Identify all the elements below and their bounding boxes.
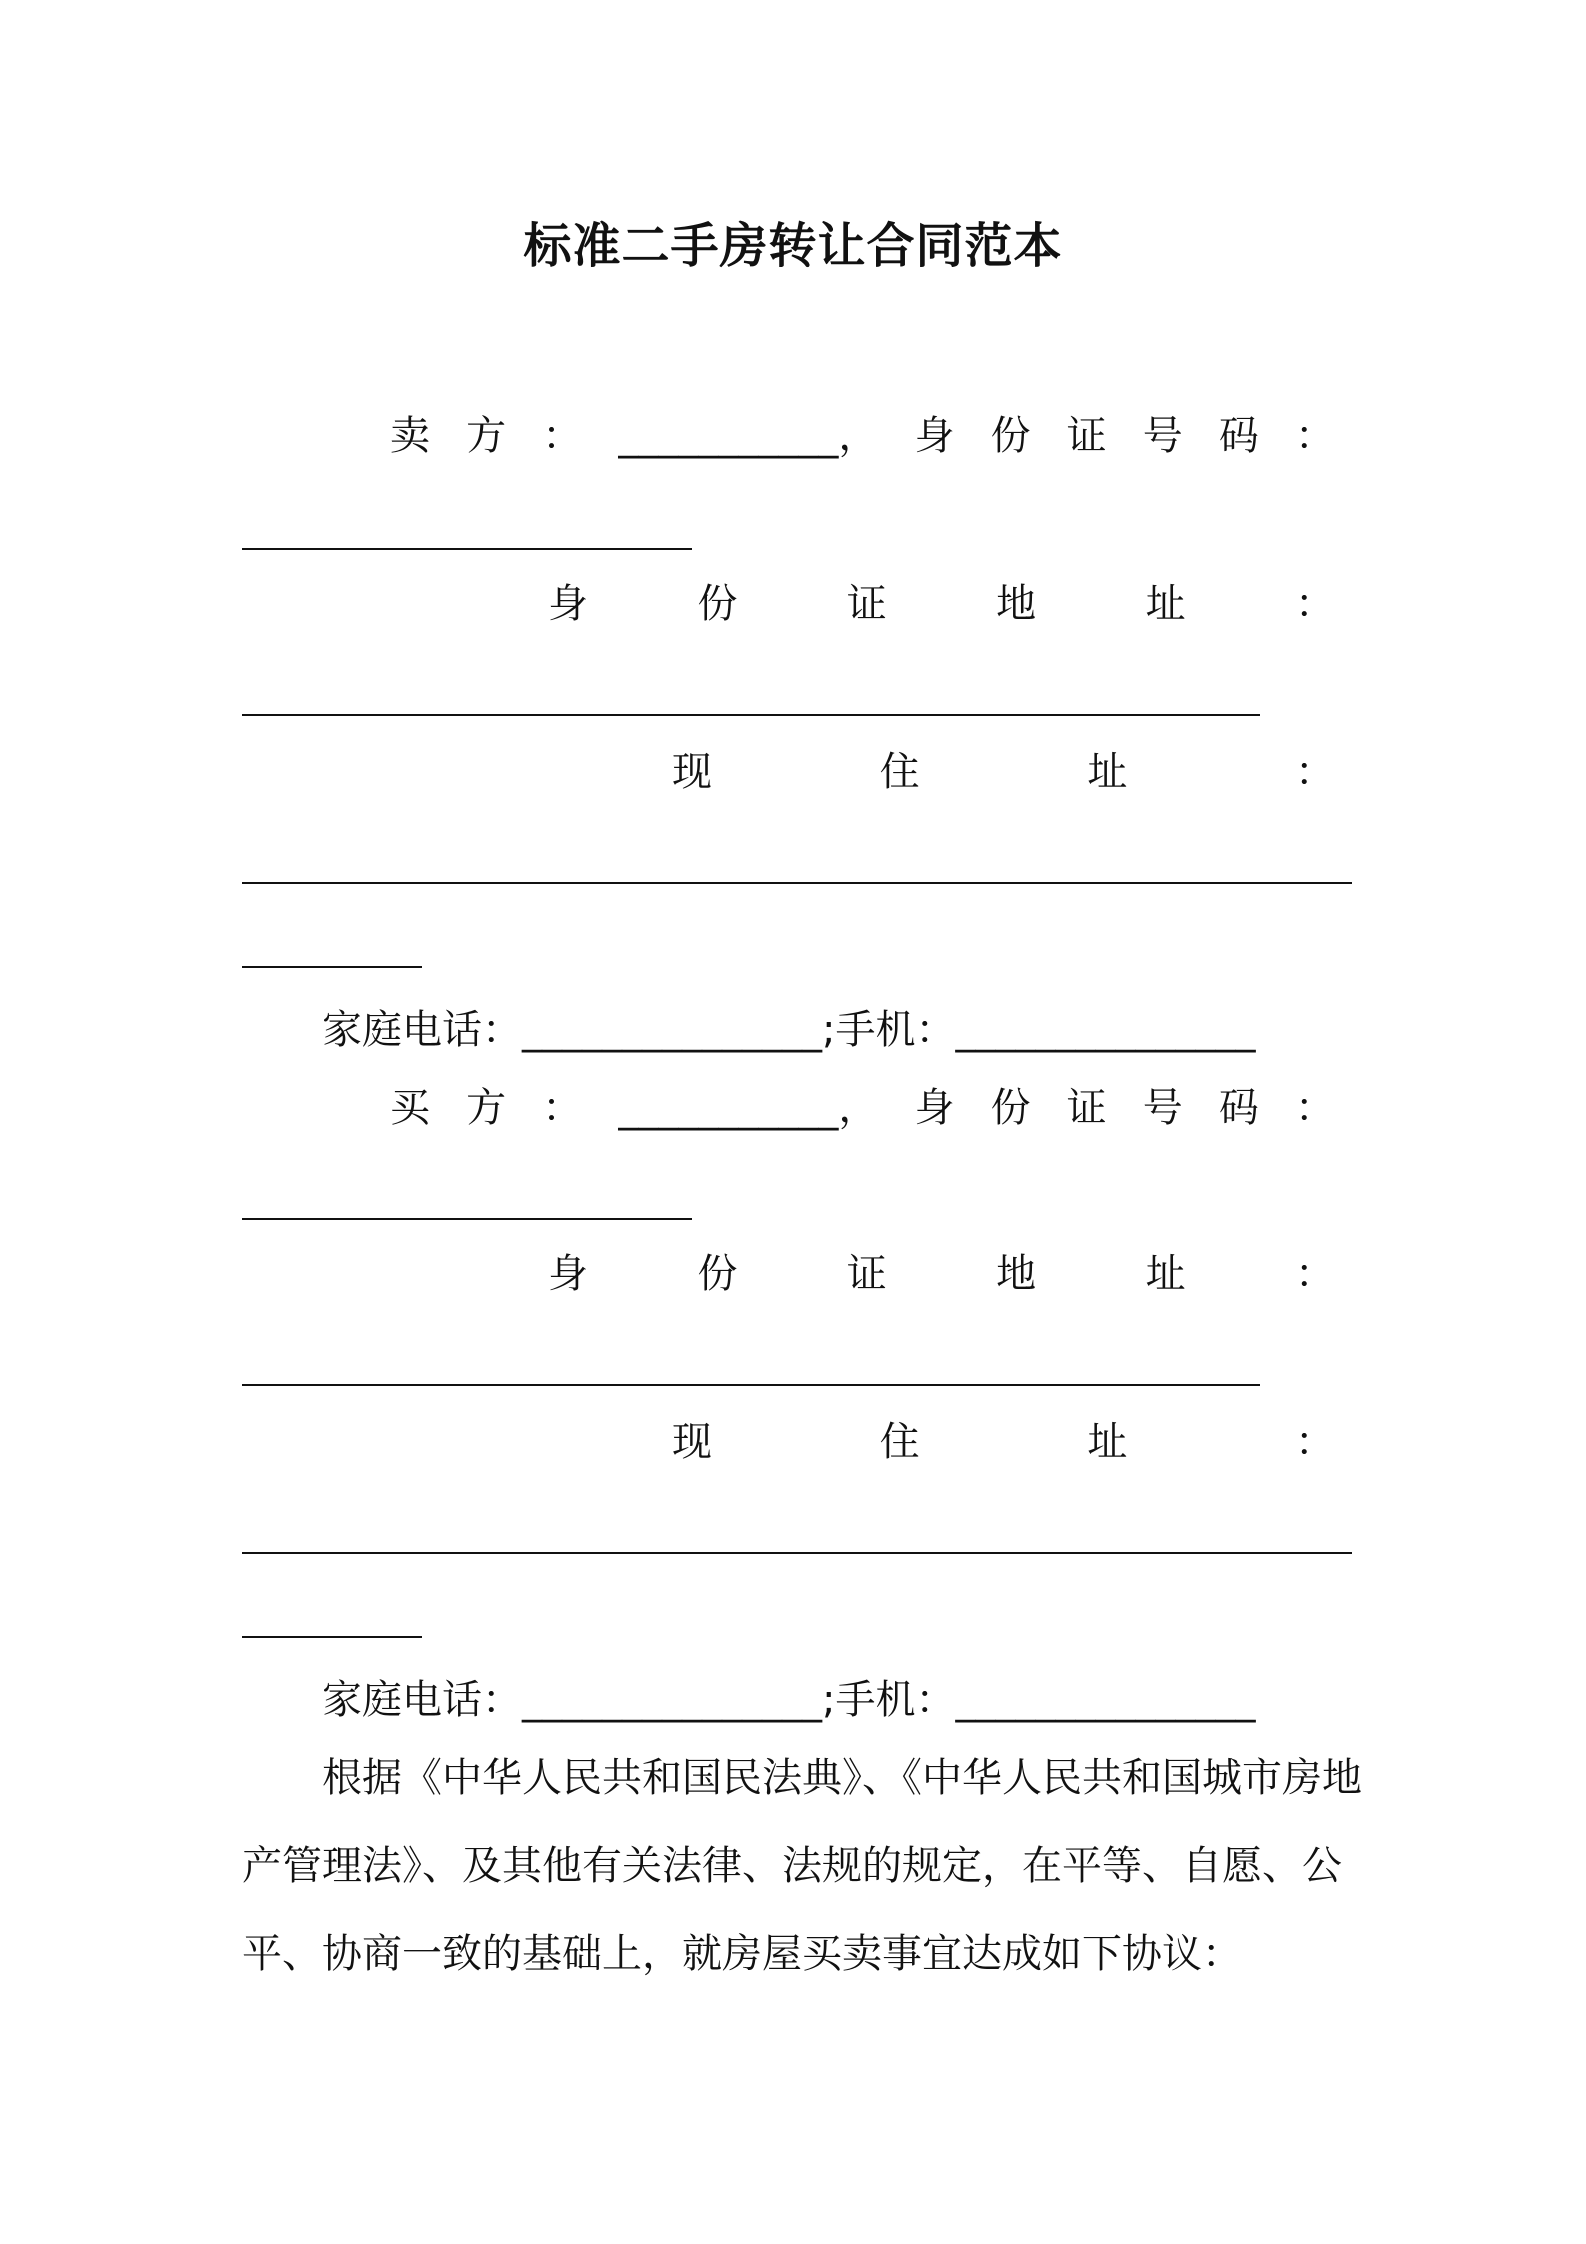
seller-label-char: 卖 xyxy=(390,413,430,459)
buyer-current-address-blank-1 xyxy=(242,1552,1352,1554)
seller-id-label-char: 码 xyxy=(1218,413,1259,459)
seller-id-number-blank xyxy=(242,548,692,550)
buyer-name-id-line xyxy=(390,1084,1335,1132)
seller-id-address-label: 身 份 证 地 址 ： xyxy=(548,581,1335,627)
buyer-id-label-colon: ： xyxy=(1294,1085,1335,1131)
buyer-id-label-char: 码 xyxy=(1218,1085,1259,1131)
buyer-name-blank: ___________， xyxy=(618,1085,879,1131)
seller-id-address-blank xyxy=(242,714,1260,716)
buyer-phone-line: 家庭电话：_______________;手机：_______________ xyxy=(322,1677,1256,1723)
seller-current-address-blank-1 xyxy=(242,882,1352,884)
seller-id-label-char: 证 xyxy=(1066,413,1107,459)
seller-id-label-colon: ： xyxy=(1294,413,1335,459)
buyer-id-number-blank xyxy=(242,1218,692,1220)
buyer-current-address-label: 现 住 址 ： xyxy=(672,1419,1335,1465)
document-title: 标准二手房转让合同范本 xyxy=(523,218,1063,274)
buyer-current-address-blank-2 xyxy=(242,1636,422,1638)
seller-current-address-blank-2 xyxy=(242,966,422,968)
intro-paragraph-line-2: 产管理法》、及其他有关法律、法规的规定，在平等、自愿、公 xyxy=(242,1843,1342,1889)
buyer-id-address-label: 身 份 证 地 址 ： xyxy=(548,1251,1335,1297)
seller-id-label-char: 份 xyxy=(990,413,1031,459)
seller-label-colon: ： xyxy=(542,413,583,459)
seller-id-label-char: 号 xyxy=(1142,413,1183,459)
intro-paragraph-line-1: 根据《中华人民共和国民法典》、《中华人民共和国城市房地 xyxy=(322,1755,1362,1801)
seller-id-label-char: 身 xyxy=(914,413,955,459)
buyer-id-label-char: 身 xyxy=(914,1085,955,1131)
buyer-id-label-char: 号 xyxy=(1142,1085,1183,1131)
intro-paragraph-line-3: 平、协商一致的基础上，就房屋买卖事宜达成如下协议： xyxy=(242,1931,1242,1977)
buyer-label-char: 买 xyxy=(390,1085,430,1131)
seller-current-address-label: 现 住 址 ： xyxy=(672,749,1335,795)
seller-name-id-line xyxy=(390,412,1335,460)
buyer-id-label-char: 证 xyxy=(1066,1085,1107,1131)
buyer-id-address-blank xyxy=(242,1384,1260,1386)
buyer-label-colon: ： xyxy=(542,1085,583,1131)
buyer-label-char: 方 xyxy=(466,1085,507,1131)
seller-name-blank: ___________， xyxy=(618,413,879,459)
seller-label-char: 方 xyxy=(466,413,507,459)
buyer-id-label-char: 份 xyxy=(990,1085,1031,1131)
seller-phone-line: 家庭电话：_______________;手机：_______________ xyxy=(322,1007,1256,1053)
